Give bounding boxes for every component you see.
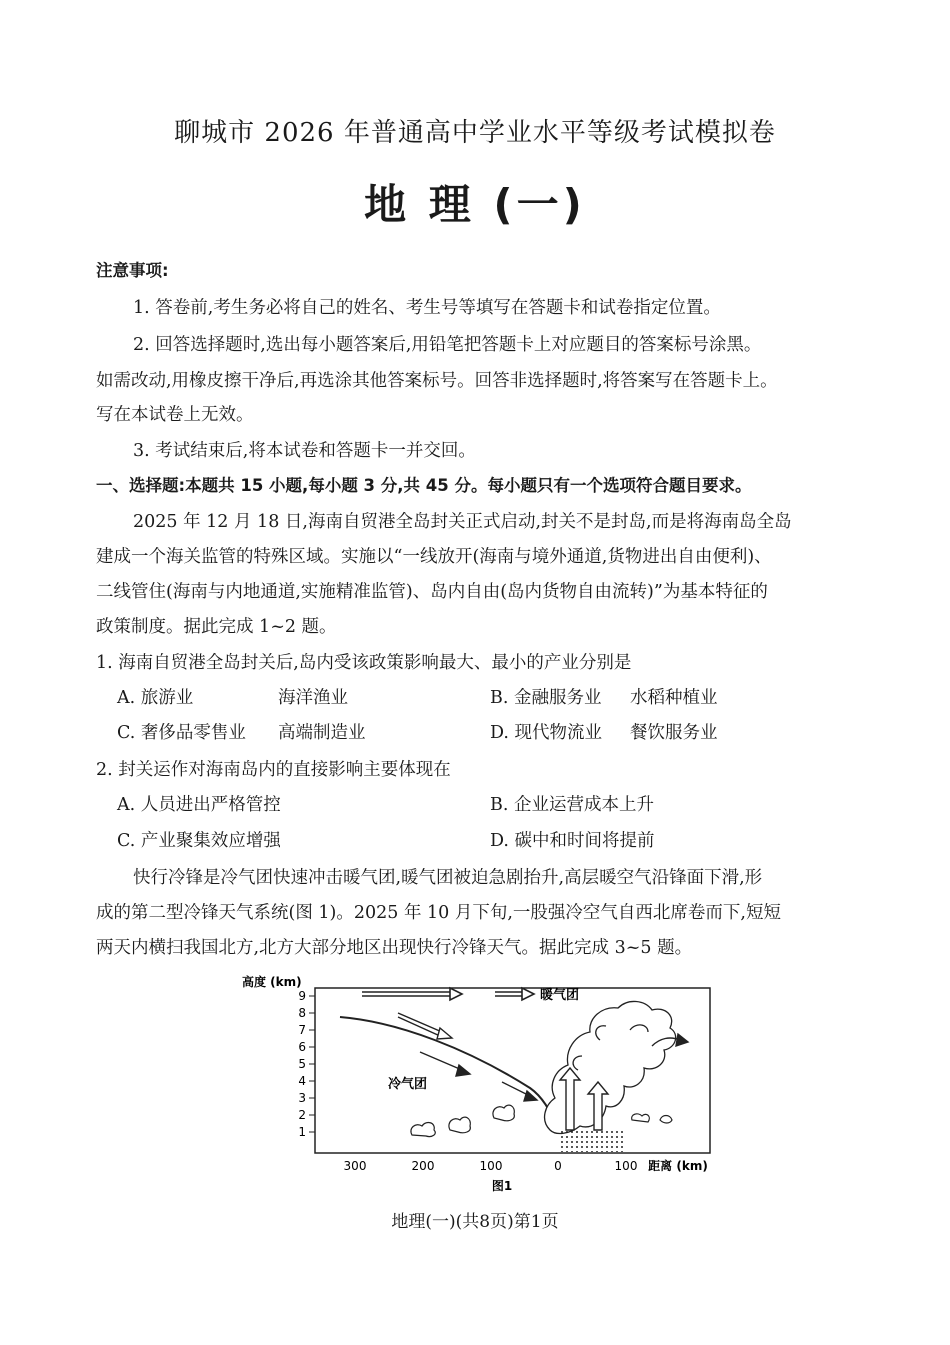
y-tick: 3: [298, 1091, 306, 1105]
x-tick: 100: [479, 1159, 503, 1173]
passage-line: 2025 年 12 月 18 日,海南自贸港全岛封关正式启动,封关不是封岛,而是将海南岛全岛: [133, 512, 792, 532]
y-tick: 9: [298, 989, 306, 1003]
y-axis-label: 高度 (km): [242, 975, 302, 989]
exam-title: 聊城市 2026 年普通高中学业水平等级考试模拟卷: [174, 118, 776, 148]
x-axis-label: 距离 (km): [648, 1159, 708, 1173]
x-tick: 100: [614, 1159, 638, 1173]
warm-air-mass-label: 暖气团: [540, 988, 580, 1003]
y-tick: 2: [298, 1108, 306, 1122]
y-tick: 5: [298, 1057, 306, 1071]
notice-heading: 注意事项:: [96, 261, 169, 280]
passage-line: 二线管住(海南与内地通道,实施精准监管)、岛内自由(岛内货物自由流转)”为基本特征的: [96, 582, 768, 602]
q1-option-d: D. 现代物流业: [490, 723, 603, 743]
q1-option-c: C. 奢侈品零售业: [117, 723, 246, 743]
q2-option-c: C. 产业聚集效应增强: [117, 831, 281, 851]
y-tick: 6: [298, 1040, 306, 1054]
q1-option-a-2: 海洋渔业: [278, 688, 348, 708]
x-tick: 200: [411, 1159, 435, 1173]
q2-option-d: D. 碳中和时间将提前: [490, 831, 655, 851]
passage-line: 政策制度。据此完成 1~2 题。: [96, 617, 337, 637]
x-tick: 0: [554, 1159, 562, 1173]
y-tick: 1: [298, 1125, 306, 1139]
passage-line: 快行冷锋是冷气团快速冲击暖气团,暖气团被迫急剧抬升,高层暖空气沿锋面下滑,形: [133, 868, 763, 888]
subject-title: 地 理 (一): [364, 180, 586, 229]
section-heading: 一、选择题:本题共 15 小题,每小题 3 分,共 45 分。每小题只有一个选项符合题目要求。: [96, 476, 752, 495]
question-2-stem: 2. 封关运作对海南岛内的直接影响主要体现在: [96, 760, 451, 780]
q1-option-d-2: 餐饮服务业: [630, 723, 718, 743]
front-surface: [340, 1017, 558, 1130]
notice-line: 3. 考试结束后,将本试卷和答题卡一并交回。: [133, 441, 476, 461]
page-footer: 地理(一)(共8页)第1页: [391, 1212, 559, 1232]
cold-air-mass-label: 冷气团: [388, 1077, 428, 1092]
cold-front-figure: [240, 970, 720, 1200]
q2-option-a: A. 人员进出严格管控: [117, 795, 281, 815]
x-tick: 300: [343, 1159, 367, 1173]
y-tick: 4: [298, 1074, 306, 1088]
notice-line: 写在本试卷上无效。: [96, 405, 254, 425]
q1-option-c-2: 高端制造业: [278, 723, 366, 743]
y-tick: 7: [298, 1023, 306, 1037]
passage-line: 建成一个海关监管的特殊区域。实施以“一线放开(海南与境外通道,货物进出自由便利)、: [96, 547, 772, 567]
notice-line: 1. 答卷前,考生务必将自己的姓名、考生号等填写在答题卡和试卷指定位置。: [133, 298, 721, 318]
notice-line: 2. 回答选择题时,选出每小题答案后,用铅笔把答题卡上对应题目的答案标号涂黑。: [133, 335, 762, 355]
y-tick: 8: [298, 1006, 306, 1020]
figure-caption: 图1: [491, 1179, 513, 1193]
q2-option-b: B. 企业运营成本上升: [490, 795, 654, 815]
q1-option-a: A. 旅游业: [117, 688, 194, 708]
notice-line: 如需改动,用橡皮擦干净后,再选涂其他答案标号。回答非选择题时,将答案写在答题卡上。: [96, 371, 778, 391]
passage-line: 成的第二型冷锋天气系统(图 1)。2025 年 10 月下旬,一股强冷空气自西北席卷而下,短短: [96, 903, 781, 923]
question-1-stem: 1. 海南自贸港全岛封关后,岛内受该政策影响最大、最小的产业分别是: [96, 653, 632, 673]
passage-line: 两天内横扫我国北方,北方大部分地区出现快行冷锋天气。据此完成 3~5 题。: [96, 938, 693, 958]
q1-option-b-2: 水稻种植业: [630, 688, 718, 708]
q1-option-b: B. 金融服务业: [490, 688, 602, 708]
